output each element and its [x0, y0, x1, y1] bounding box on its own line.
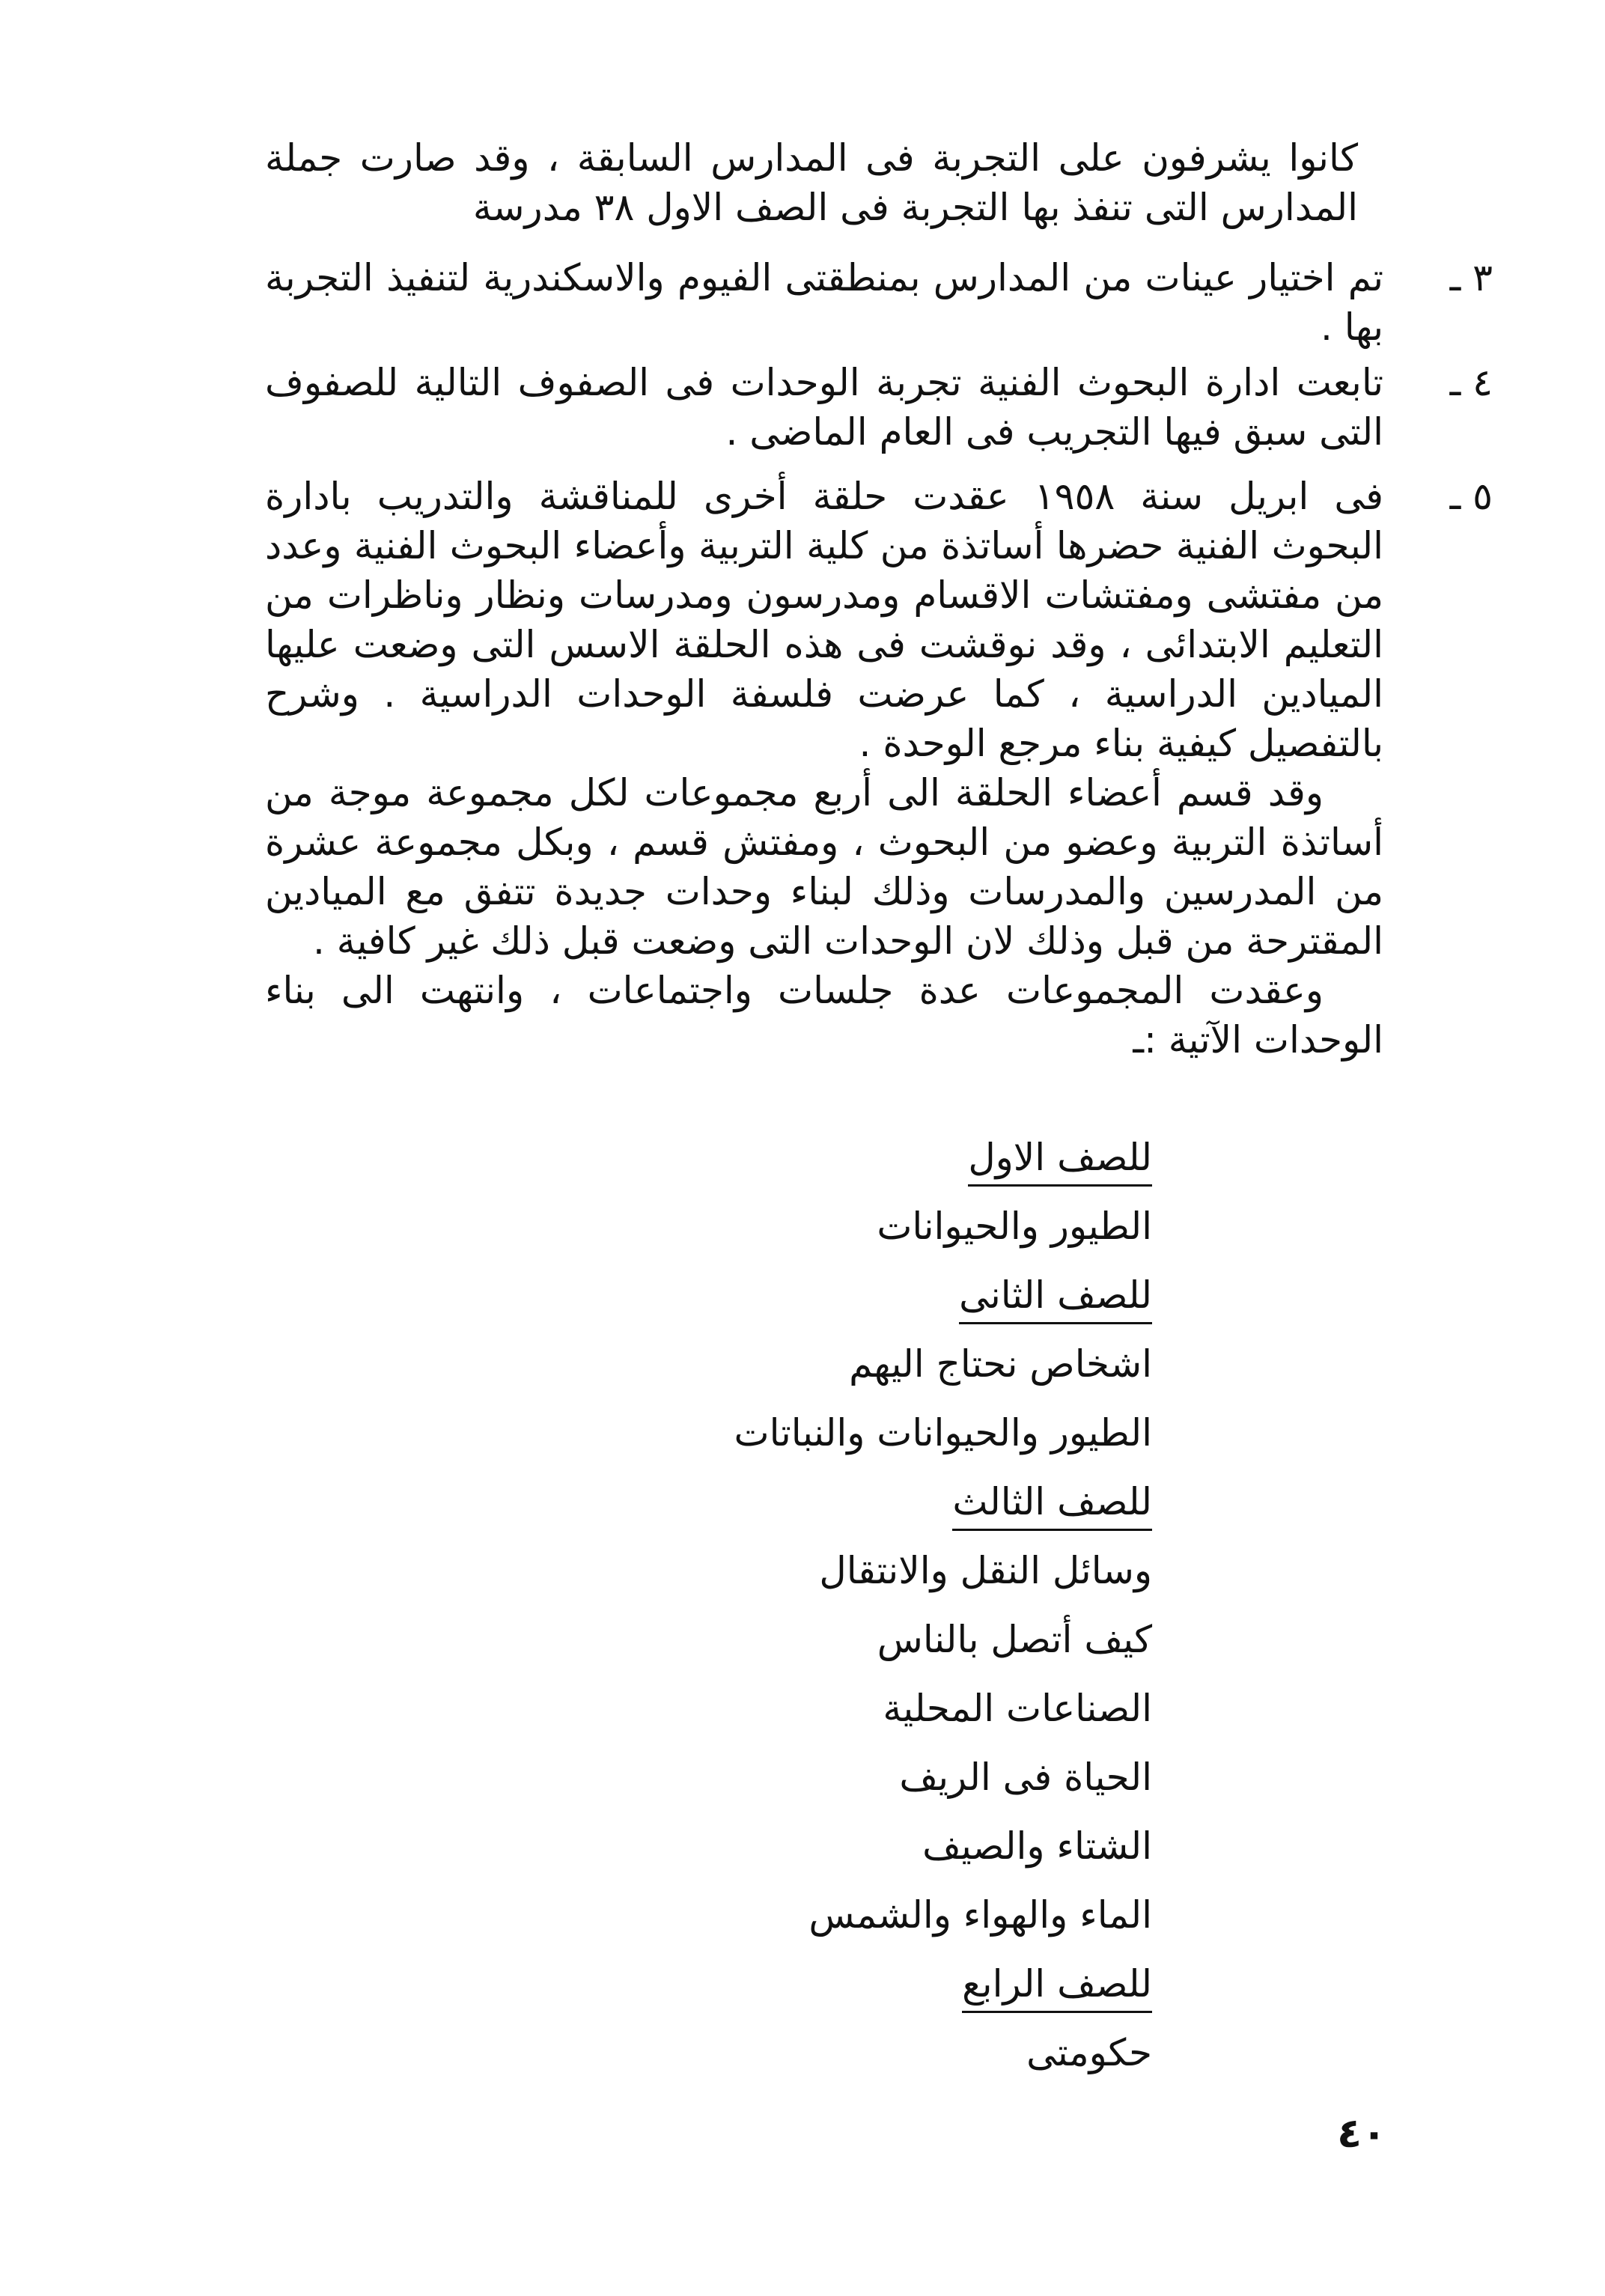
item-text: تم اختيار عينات من المدارس بمنطقتى الفيوم والاسكندرية لتنفيذ التجربة بها .	[265, 256, 1383, 349]
grade-heading: للصف الثانى	[733, 1261, 1152, 1330]
unit-title: حكومتى	[1026, 2031, 1152, 2074]
grade-heading: للصف الثالث	[733, 1467, 1152, 1536]
item-text: تابعت ادارة البحوث الفنية تجربة الوحدات فى الصفوف التالية للصفوف التى سبق فيها التجريب فى العام الماضى .	[265, 361, 1383, 454]
unit-title: وسائل النقل والانتقال	[819, 1549, 1152, 1592]
item-number: ٤ ـ	[1449, 361, 1493, 404]
unit-title: الماء والهواء والشمس	[808, 1893, 1152, 1937]
item-paragraph: فى ابريل سنة ١٩٥٨ عقدت حلقة أخرى للمناقشة والتدريب بادارة البحوث الفنية حضرها أساتذة من كلية التربية وأعضاء البحوث الفنية وعدد من مفتشى ومفتشات الاقسام ومدرسون ومدرسات ونظار وناظرات من التعليم الابتدائى ، وقد نوقشت فى هذه الحلقة الاسس التى وضعت عليها الميادين الدراسية ، كما عرضت فلسفة الوحدات الدراسية . وشرح بالتفصيل كيفية بناء مرجع الوحدة .	[265, 475, 1383, 765]
list-item-4	[265, 358, 1493, 457]
page-number: ٤٠	[1337, 2110, 1386, 2157]
unit-title: اشخاص نحتاج اليهم	[849, 1342, 1152, 1386]
unit-title: كيف أتصل بالناس	[877, 1618, 1152, 1661]
grade-heading: للصف الاول	[733, 1123, 1152, 1192]
item-number: ٣ ـ	[1449, 256, 1493, 299]
intro-paragraph: كانوا يشرفون على التجربة فى المدارس السابقة ، وقد صارت جملة المدارس التى تنفذ بها التجربة فى الصف الاول ٣٨ مدرسة	[265, 136, 1358, 229]
unit-title: الطيور والحيوانات	[877, 1205, 1152, 1248]
unit-title: الشتاء والصيف	[922, 1824, 1152, 1868]
grade-heading: للصف الرابع	[733, 1949, 1152, 2018]
list-item-3	[265, 253, 1493, 352]
unit-title: الطيور والحيوانات والنباتات	[734, 1411, 1152, 1455]
item-paragraph: وعقدت المجموعات عدة جلسات واجتماعات ، وانتهت الى بناء الوحدات الآتية :ـ	[265, 969, 1383, 1062]
unit-title: الصناعات المحلية	[883, 1687, 1152, 1730]
item-number: ٥ ـ	[1449, 475, 1493, 518]
unit-title: الحياة فى الريف	[899, 1756, 1152, 1799]
item-body	[265, 472, 1383, 1065]
units-list	[733, 1123, 1152, 2087]
item-paragraph: وقد قسم أعضاء الحلقة الى أربع مجموعات لكل مجموعة موجة من أساتذة التربية وعضو من البحوث ، ومفتش قسم ، وبكل مجموعة عشرة من المدرسين والمدرسات وذلك لبناء وحدات جديدة تتفق مع الميادين المقترحة من قبل وذلك لان الوحدات التى وضعت قبل ذلك غير كافية .	[265, 771, 1383, 963]
list-item-5	[265, 472, 1493, 1065]
